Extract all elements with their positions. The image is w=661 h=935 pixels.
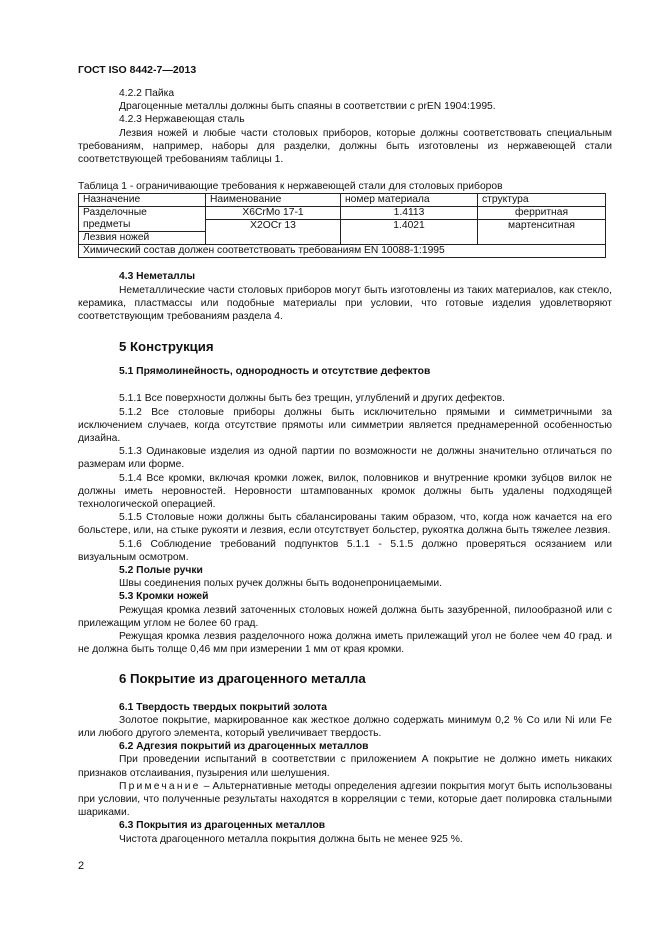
table-cell-purpose: Лезвия ножей (79, 232, 206, 245)
paragraph-5-1-6: 5.1.6 Соблюдение требований подпунктов 5.1.1 - 5.1.5 должно проверяться осязанием или визуальным осмотром. (78, 538, 612, 563)
section-4-2-2-title: 4.2.2 Пайка (119, 88, 175, 99)
table-header-row (79, 194, 606, 207)
table-cell: ферритная (478, 207, 606, 220)
page-content (78, 87, 612, 846)
table-cell: 1.4021 (341, 220, 478, 245)
section-4-2-2-text: Драгоценные металлы должны быть спаяны в соответствии с prEN 1904:1995. (119, 101, 496, 113)
section-4-3-text: Неметаллические части столовых приборов могут быть изготовлены из таких материалов, как стекло, керамика, пластмассы или подобные материалы при условии, что готовые изделия удовлетворяют соответствующим требованиям раздела 4. (78, 284, 612, 323)
section-5-2-title: 5.2 Полые ручки (119, 565, 203, 577)
section-5-title: 5 Конструкция (119, 339, 214, 355)
paragraph-6-3: Чистота драгоценного металла покрытия должна быть не менее 925 %. (119, 833, 463, 845)
table-row (79, 207, 606, 220)
table-header-cell: Назначение (79, 194, 206, 207)
table-cell: X2OCr 13 (206, 220, 341, 245)
paragraph-5-1-5: 5.1.5 Столовые ножи должны быть сбалансированы таким образом, что, когда нож качается на его больстере, или, на стыке рукояти и лезвия, если отсутствует больстер, рукоятка должна быть тяжелее лезвия. (78, 512, 612, 537)
table-cell: мартенситная (478, 220, 606, 245)
paragraph-5-2: Швы соединения полых ручек должны быть водонепроницаемыми. (119, 578, 443, 590)
section-4-2-3-title: 4.2.3 Нержавеющая сталь (119, 114, 245, 126)
table-header-cell: номер материала (341, 194, 478, 207)
table-note: Химический состав должен соответствовать требованиям EN 10088-1:1995 (79, 245, 606, 258)
section-4-2-3-text: Лезвия ножей и любые части столовых приборов, которые должны соответствовать специальным требованиям, например, наборы для разделки, должны быть изготовлены из нержавеющей стали соответствующей требованиям таблицы 1. (78, 127, 612, 166)
table-header-cell: структура (478, 194, 606, 207)
table-cell-purpose: Разделочные предметы (79, 207, 206, 232)
note-label: Примечание (119, 780, 201, 792)
section-5-3-title: 5.3 Кромки ножей (119, 591, 209, 603)
paragraph-6-2: При проведении испытаний в соответствии с приложением А покрытие не должно иметь никаких признаков отслаивания, пузырения или шелушения. (78, 754, 612, 779)
section-5-1-title: 5.1 Прямолинейность, однородность и отсутствие дефектов (119, 366, 431, 378)
table-1-caption: Таблица 1 - ограничивающие требования к нержавеющей стали для столовых приборов (78, 181, 503, 193)
section-6-3-title: 6.3 Покрытия из драгоценных металлов (119, 820, 326, 832)
page-number: 2 (78, 860, 85, 872)
paragraph-6-1: Золотое покрытие, маркированное как жесткое должно содержать минимум 0,2 % Co или Ni или Fe или любого другого элемента, который увеличивает твердость. (78, 714, 612, 739)
table-cell: X6CrMo 17-1 (206, 207, 341, 220)
paragraph-5-1-1: 5.1.1 Все поверхности должны быть без трещин, углублений и других дефектов. (119, 393, 505, 405)
paragraph-5-3-a: Режущая кромка лезвий заточенных столовых ножей должна быть зазубренной, пилообразной или с прилежащим углом не более 60 град. (78, 604, 612, 629)
table-cell: 1.4113 (341, 207, 478, 220)
paragraph-5-1-3: 5.1.3 Одинаковые изделия из одной партии по возможности не должны значительно отличаться по размерам или форме. (78, 446, 612, 471)
section-4-3-title: 4.3 Неметаллы (119, 271, 196, 283)
paragraph-5-3-b: Режущая кромка лезвия разделочного ножа должна иметь прилежащий угол не более чем 40 град. и не должна быть толще 0,46 мм при измерении 1 мм от края кромки. (78, 631, 612, 656)
section-6-title: 6 Покрытие из драгоценного металла (119, 670, 366, 686)
note-6-2 (78, 780, 612, 820)
table-header-cell: Наименование (206, 194, 341, 207)
table-1 (78, 193, 606, 258)
note-text: – Альтернативные методы определения адгезии покрытия могут быть использованы при условии, что полученные результаты находятся в корреляции с теми, которые дает полировка стальными шариками. (78, 780, 612, 819)
document-code-header: ГОСТ ISO 8442-7—2013 (78, 64, 197, 76)
table-note-row (79, 245, 606, 258)
paragraph-5-1-2: 5.1.2 Все столовые приборы должны быть исключительно прямыми и симметричными за исключением случаев, когда отсутствие прямоты или симметрии является преднамеренной особенностью дизайна. (78, 406, 612, 445)
paragraph-5-1-4: 5.1.4 Все кромки, включая кромки ложек, вилок, половников и внутренние кромки зубцов вилок не должны иметь неровностей. Неровности штампованных кромок должны быть удалены подходящей технологической операцией. (78, 472, 612, 511)
section-6-2-title: 6.2 Адгезия покрытий из драгоценных металлов (119, 741, 369, 753)
section-6-1-title: 6.1 Твердость твердых покрытий золота (119, 701, 328, 713)
